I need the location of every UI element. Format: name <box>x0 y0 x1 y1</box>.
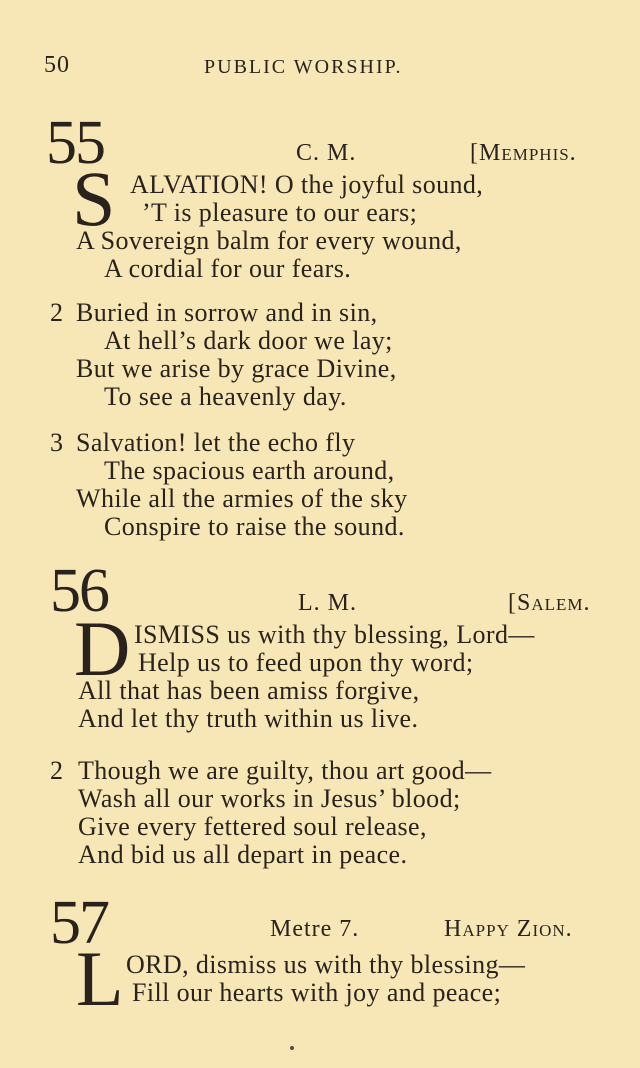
verse-line: ORD, dismiss us with thy blessing— <box>126 950 526 979</box>
verse-line: While all the armies of the sky <box>76 484 408 513</box>
verse-line: Buried in sorrow and in sin, <box>76 298 378 327</box>
verse-line: All that has been amiss forgive, <box>78 676 420 705</box>
hymn-tune: Happy Zion. <box>444 916 573 942</box>
verse-line: Conspire to raise the sound. <box>104 512 405 541</box>
verse-line: A Sovereign balm for every wound, <box>76 226 462 255</box>
verse-line: ALVATION! O the joyful sound, <box>130 170 484 199</box>
hymn-meter: Metre 7. <box>270 916 360 942</box>
verse-line: Fill our hearts with joy and peace; <box>132 978 502 1007</box>
verse-line: ISMISS us with thy blessing, Lord— <box>134 620 535 649</box>
running-title: PUBLIC WORSHIP. <box>204 56 403 78</box>
drop-cap: S <box>72 155 116 242</box>
verse-line: At hell’s dark door we lay; <box>104 326 393 355</box>
verse-line: Wash all our works in Jesus’ blood; <box>78 784 461 813</box>
hymn-meter: C. M. <box>296 140 357 166</box>
verse-line: Give every fettered soul release, <box>78 812 427 841</box>
hymn-number: 56 <box>50 557 108 625</box>
hymn-meter: L. M. <box>298 590 357 616</box>
verse-number: 2 <box>50 756 63 785</box>
verse-line: To see a heavenly day. <box>104 382 347 411</box>
hymn-number: 55 <box>46 109 104 177</box>
drop-cap: L <box>76 935 124 1022</box>
ink-dot <box>290 1046 294 1050</box>
hymn-number: 57 <box>50 889 108 957</box>
drop-cap: D <box>74 605 131 692</box>
verse-line: ’T is pleasure to our ears; <box>142 198 418 227</box>
hymn-tune: [Memphis. <box>470 140 577 166</box>
verse-line: Help us to feed upon thy word; <box>138 648 474 677</box>
verse-number: 3 <box>50 428 63 457</box>
page-number: 50 <box>44 52 70 78</box>
verse-line: The spacious earth around, <box>104 456 395 485</box>
verse-line: A cordial for our fears. <box>104 254 352 283</box>
verse-line: Salvation! let the echo fly <box>76 428 356 457</box>
verse-line: But we arise by grace Divine, <box>76 354 397 383</box>
verse-line: Though we are guilty, thou art good— <box>78 756 492 785</box>
verse-line: And bid us all depart in peace. <box>78 840 408 869</box>
verse-number: 2 <box>50 298 63 327</box>
verse-line: And let thy truth within us live. <box>78 704 419 733</box>
hymn-tune: [Salem. <box>508 590 591 616</box>
